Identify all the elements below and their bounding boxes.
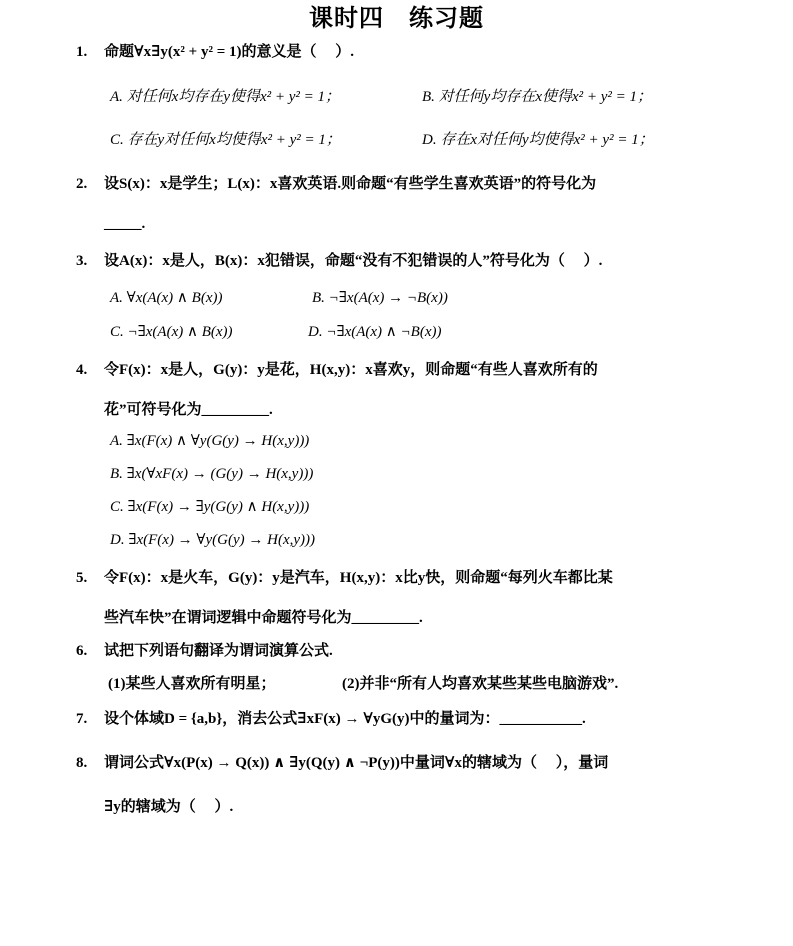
question-3-option-a: A. ∀x(A(x) ∧ B(x))	[110, 290, 223, 306]
question-8-text: 谓词公式∀x(P(x) → Q(x)) ∧ ∃y(Q(y) ∧ ¬P(y))中量词∀x的辖域为（ ），量词	[104, 755, 609, 771]
question-2-text: 设S(x)：x是学生；L(x)：x喜欢英语.则命题“有些学生喜欢英语”的符号化为	[104, 176, 597, 192]
question-4-option-d: D. ∃x(F(x) → ∀y(G(y) → H(x,y)))	[110, 532, 315, 548]
question-8-text-continued: ∃y的辖域为（ ）.	[104, 799, 234, 815]
question-6-text: 试把下列语句翻译为谓词演算公式.	[104, 643, 333, 659]
question-3-number: 3.	[76, 253, 88, 269]
question-1-option-c: C. 存在y对任何x均使得x² + y² = 1；	[110, 132, 341, 148]
question-1-option-a: A. 对任何x均存在y使得x² + y² = 1；	[110, 89, 341, 105]
question-4-number: 4.	[76, 362, 88, 378]
page-title: 课时四 练习题	[309, 4, 484, 32]
question-1-option-b: B. 对任何y均存在x使得x² + y² = 1；	[422, 89, 653, 105]
question-3-option-d: D. ¬∃x(A(x) ∧ ¬B(x))	[308, 324, 442, 340]
question-4-text-continued: 花”可符号化为_________.	[104, 402, 273, 418]
question-5-number: 5.	[76, 570, 88, 586]
question-5-text: 令F(x)：x是火车，G(y)：y是汽车，H(x,y)：x比y快，则命题“每列火车都比某	[104, 570, 613, 586]
question-4-option-c: C. ∃x(F(x) → ∃y(G(y) ∧ H(x,y)))	[110, 499, 310, 515]
question-1-text: 命题∀x∃y(x² + y² = 1)的意义是（ ）.	[104, 44, 354, 60]
question-1-number: 1.	[76, 44, 88, 60]
question-4-option-b: B. ∃x(∀xF(x) → (G(y) → H(x,y)))	[110, 466, 314, 482]
question-3-option-b: B. ¬∃x(A(x) → ¬B(x))	[312, 290, 448, 306]
question-8-number: 8.	[76, 755, 88, 771]
question-2-blank: _____.	[104, 216, 146, 232]
question-4-text: 令F(x)：x是人，G(y)：y是花，H(x,y)：x喜欢y，则命题“有些人喜欢所有的	[104, 362, 598, 378]
question-1-option-d: D. 存在x对任何y均使得x² + y² = 1；	[422, 132, 654, 148]
question-6-number: 6.	[76, 643, 88, 659]
question-4-option-a: A. ∃x(F(x) ∧ ∀y(G(y) → H(x,y)))	[110, 433, 310, 449]
question-2-number: 2.	[76, 176, 88, 192]
question-3-text: 设A(x)：x是人，B(x)：x犯错误，命题“没有不犯错误的人”符号化为（ ）.	[104, 253, 603, 269]
question-6-sub-2: (2)并非“所有人均喜欢某些某些电脑游戏”.	[342, 676, 619, 692]
question-3-option-c: C. ¬∃x(A(x) ∧ B(x))	[110, 324, 233, 340]
question-5-text-continued: 些汽车快”在谓词逻辑中命题符号化为_________.	[104, 610, 423, 626]
question-6-sub-1: (1)某些人喜欢所有明星；	[108, 676, 276, 692]
question-7-text: 设个体域D = {a,b}，消去公式∃xF(x) → ∀yG(y)中的量词为：___________.	[104, 711, 586, 727]
question-7-number: 7.	[76, 711, 88, 727]
